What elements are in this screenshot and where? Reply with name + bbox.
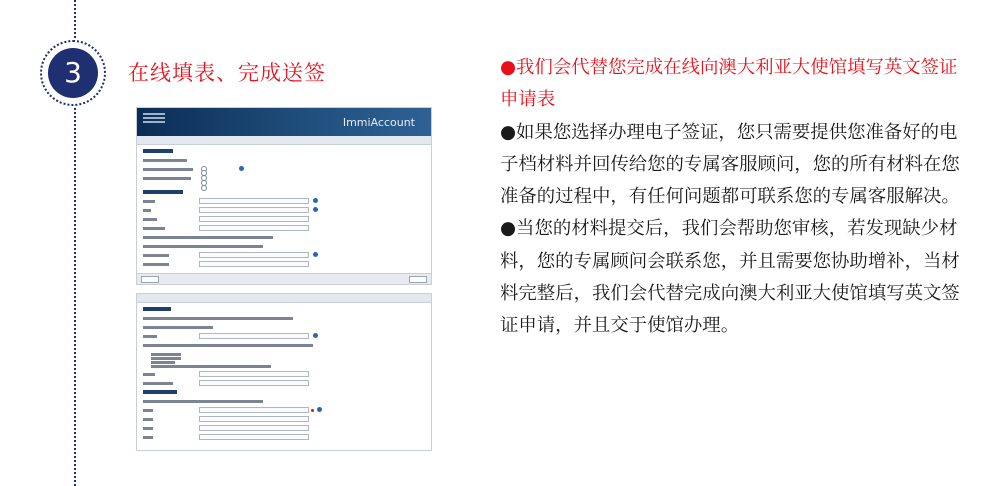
- section-heading: [143, 307, 171, 311]
- form-label: [143, 245, 263, 248]
- section-heading: [143, 190, 183, 194]
- form-label: [143, 168, 193, 171]
- back-button[interactable]: [141, 276, 159, 283]
- bullet-3: ●当您的材料提交后，我们会帮助您审核，若发现缺少材料，您的专属顾问会联系您，并且需要您协助增补，当材料完整后，我们会代替完成向澳大利亚大使馆填写英文签证申请，并且交于使馆办理。: [500, 218, 960, 337]
- step-title: 在线填表、完成送签: [128, 61, 326, 85]
- text-input[interactable]: [199, 380, 309, 386]
- form-label: [151, 361, 175, 364]
- immi-header-title: ImmiAccount: [342, 116, 415, 129]
- immi-header: [137, 108, 431, 136]
- question-circle-icon[interactable]: [313, 252, 318, 257]
- description-text: [500, 52, 970, 343]
- button-row: [137, 273, 431, 284]
- text-input[interactable]: [199, 434, 309, 440]
- form-label: [151, 365, 271, 368]
- text-input[interactable]: [199, 333, 309, 339]
- form-label: [143, 335, 157, 338]
- form-label: [143, 409, 153, 412]
- form-body: [137, 303, 431, 446]
- immiaccount-screenshot-2: [137, 294, 431, 450]
- form-label: [143, 373, 155, 376]
- select-input[interactable]: [199, 425, 309, 431]
- text-input[interactable]: [199, 252, 309, 258]
- form-label: [143, 209, 151, 212]
- text-input[interactable]: [199, 371, 309, 377]
- question-circle-icon[interactable]: [317, 407, 322, 412]
- form-label: [151, 353, 181, 356]
- form-label: [143, 326, 213, 329]
- step-number: 3: [48, 48, 98, 98]
- immiaccount-screenshot-1: [137, 108, 431, 284]
- form-label: [143, 263, 169, 266]
- bullet-2: ●如果您选择办理电子签证，您只需要提供您准备好的电子档材料并回传给您的专属客服顾问，您的所有材料在您准备的过程中，有任何问题都可联系您的专属客服解决。: [500, 121, 960, 208]
- form-label: [143, 436, 153, 439]
- text-input[interactable]: [199, 216, 309, 222]
- question-circle-icon[interactable]: [313, 198, 318, 203]
- form-label: [143, 400, 263, 403]
- coat-of-arms-icon: [143, 113, 165, 131]
- question-circle-icon[interactable]: [239, 166, 244, 171]
- text-input[interactable]: [199, 207, 309, 213]
- breadcrumb: [137, 136, 431, 145]
- required-marker: [311, 409, 314, 412]
- form-label: [143, 236, 273, 239]
- next-button[interactable]: [409, 276, 427, 283]
- section-heading: [143, 149, 173, 153]
- form-label: [143, 177, 191, 180]
- form-label: [143, 159, 187, 162]
- form-label: [143, 344, 313, 347]
- text-input[interactable]: [199, 198, 309, 204]
- breadcrumb: [137, 294, 431, 303]
- text-input[interactable]: [199, 416, 309, 422]
- text-input[interactable]: [199, 261, 309, 267]
- form-label: [143, 427, 153, 430]
- form-label: [143, 317, 293, 320]
- question-circle-icon[interactable]: [313, 333, 318, 338]
- form-body: [137, 145, 431, 273]
- form-label: [143, 218, 157, 221]
- form-label: [143, 254, 169, 257]
- form-label: [151, 357, 181, 360]
- step-badge: [40, 40, 106, 106]
- select-input[interactable]: [199, 407, 309, 413]
- question-circle-icon[interactable]: [313, 207, 318, 212]
- form-label: [143, 418, 153, 421]
- form-label: [143, 200, 155, 203]
- text-input[interactable]: [199, 225, 309, 231]
- form-label: [143, 227, 165, 230]
- section-heading: [143, 390, 177, 394]
- form-label: [143, 382, 173, 385]
- bullet-1: ●我们会代替您完成在线向澳大利亚大使馆填写英文签证申请表: [500, 57, 958, 111]
